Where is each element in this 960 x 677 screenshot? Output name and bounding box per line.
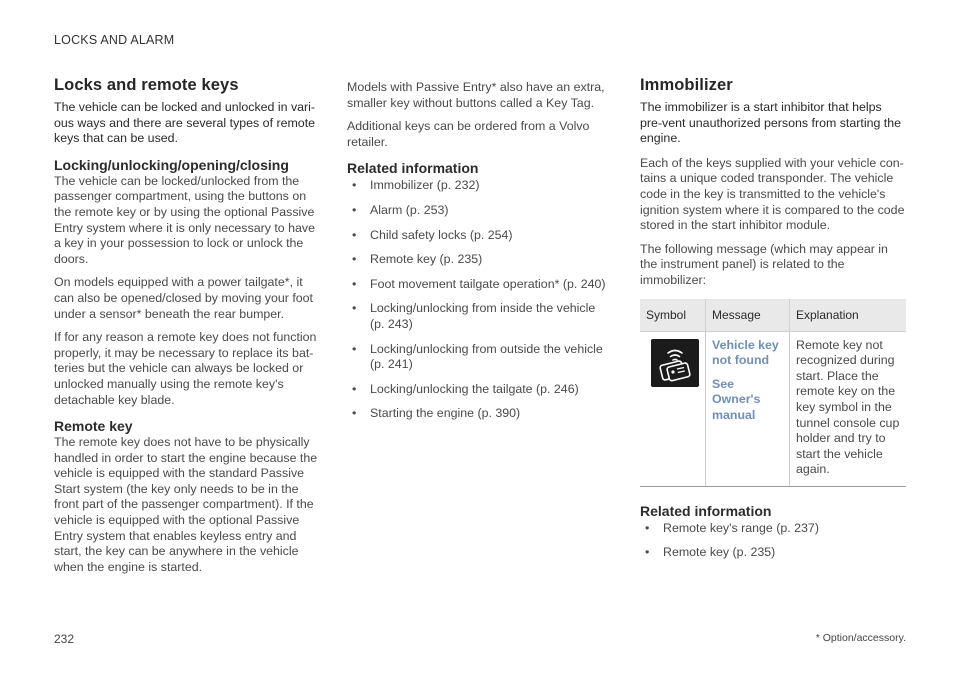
subheading-related-information: Related information: [347, 160, 479, 177]
bullet-icon: •: [352, 341, 357, 356]
bullet-icon: •: [352, 178, 357, 193]
related-link[interactable]: • Remote key (p. 235): [645, 545, 776, 560]
related-link[interactable]: • Starting the engine (p. 390): [352, 406, 521, 421]
related-link[interactable]: • Locking/unlocking the tailgate (p. 246): [352, 381, 579, 396]
table-header-message: Message: [706, 299, 790, 332]
bullet-icon: •: [352, 406, 357, 421]
related-list: [347, 178, 609, 422]
related-list: [640, 521, 906, 561]
related-link[interactable]: • Child safety locks (p. 254): [352, 227, 513, 242]
column-locks-and-remote-keys: [54, 76, 322, 583]
subheading-locking: Locking/unlocking/opening/closing: [54, 156, 289, 173]
paragraph: The vehicle can be locked/unlocked from the passenger compartment, using the buttons on the remote key or by using the optional Passive Entry system where it is only necessary to have a key in your possession to lock or unlock the doors.: [54, 173, 315, 266]
bullet-icon: •: [352, 301, 357, 316]
bullet-icon: •: [352, 252, 357, 267]
bullet-icon: •: [352, 276, 357, 291]
paragraph: Each of the keys supplied with your vehicle con-tains a unique coded transponder. The vehicle code in the key is transmitted to the vehicle's ignition system where it is compared to the code stored in the start inhibitor module.: [640, 155, 905, 233]
table-header-symbol: Symbol: [640, 299, 706, 332]
subheading-remote-key: Remote key: [54, 418, 133, 435]
paragraph: The remote key does not have to be physically handled in order to start the engine because the vehicle is equipped with the standard Passive Start system (the key only needs to be in the front part of the passenger compartment). If the vehicle is equipped with the optional Passive Entry system that enables keyless entry and start, the key can be anywhere in the vehicle when the engine is started.: [54, 435, 318, 574]
key-not-found-icon: [651, 339, 699, 387]
message-cell: [706, 331, 790, 486]
section-title: Immobilizer: [640, 76, 733, 94]
column-continued: [347, 80, 609, 431]
related-link[interactable]: • Locking/unlocking from inside the vehicle (p. 243): [352, 301, 596, 331]
section-header: LOCKS AND ALARM: [54, 33, 175, 47]
subheading-related-information: Related information: [640, 502, 772, 519]
section-intro: The immobilizer is a start inhibitor that helps pre-vent unauthorized persons from starting the engine.: [640, 100, 902, 146]
bullet-icon: •: [352, 202, 357, 217]
paragraph: If for any reason a remote key does not function properly, it may be necessary to replace its bat-teries but the vehicle can always be locked or unlocked manually using the remote key's detachable key blade.: [54, 330, 317, 407]
paragraph: Additional keys can be ordered from a Volvo retailer.: [347, 119, 590, 149]
table-header-explanation: Explanation: [790, 299, 907, 332]
immobilizer-message-table: [640, 299, 906, 487]
bullet-icon: •: [645, 545, 650, 560]
bullet-icon: •: [352, 227, 357, 242]
symbol-cell: [640, 331, 706, 486]
table-row: [640, 331, 906, 486]
footnote: * Option/accessory.: [815, 632, 906, 644]
bullet-icon: •: [645, 520, 650, 535]
column-immobilizer: [640, 76, 906, 570]
explanation-cell: Remote key not recognized during start. Place the remote key on the key symbol in the tunnel console cup holder and try to start the vehicle again.: [790, 331, 907, 486]
related-link[interactable]: • Immobilizer (p. 232): [352, 178, 480, 193]
related-link[interactable]: • Locking/unlocking from outside the vehicle (p. 241): [352, 341, 603, 372]
message-subtext: See Owner's manual: [712, 376, 761, 422]
related-link[interactable]: • Alarm (p. 253): [352, 202, 449, 217]
paragraph: On models equipped with a power tailgate*, it can also be opened/closed by moving your foot under a sensor* beneath the rear bumper.: [54, 275, 313, 321]
related-link[interactable]: • Remote key (p. 235): [352, 252, 483, 267]
section-intro: The vehicle can be locked and unlocked in vari-ous ways and there are several types of remote keys that can be used.: [54, 100, 316, 146]
related-link[interactable]: • Foot movement tailgate operation* (p. 240): [352, 276, 606, 291]
page-number: 232: [54, 632, 75, 646]
related-link[interactable]: • Remote key's range (p. 237): [645, 520, 819, 535]
paragraph: Models with Passive Entry* also have an extra, smaller key without buttons called a Key Tag.: [347, 80, 605, 110]
section-title: Locks and remote keys: [54, 76, 239, 94]
bullet-icon: •: [352, 381, 357, 396]
paragraph: The following message (which may appear in the instrument panel) is related to the immobilizer:: [640, 241, 888, 287]
message-text: Vehicle key not found: [712, 337, 779, 368]
